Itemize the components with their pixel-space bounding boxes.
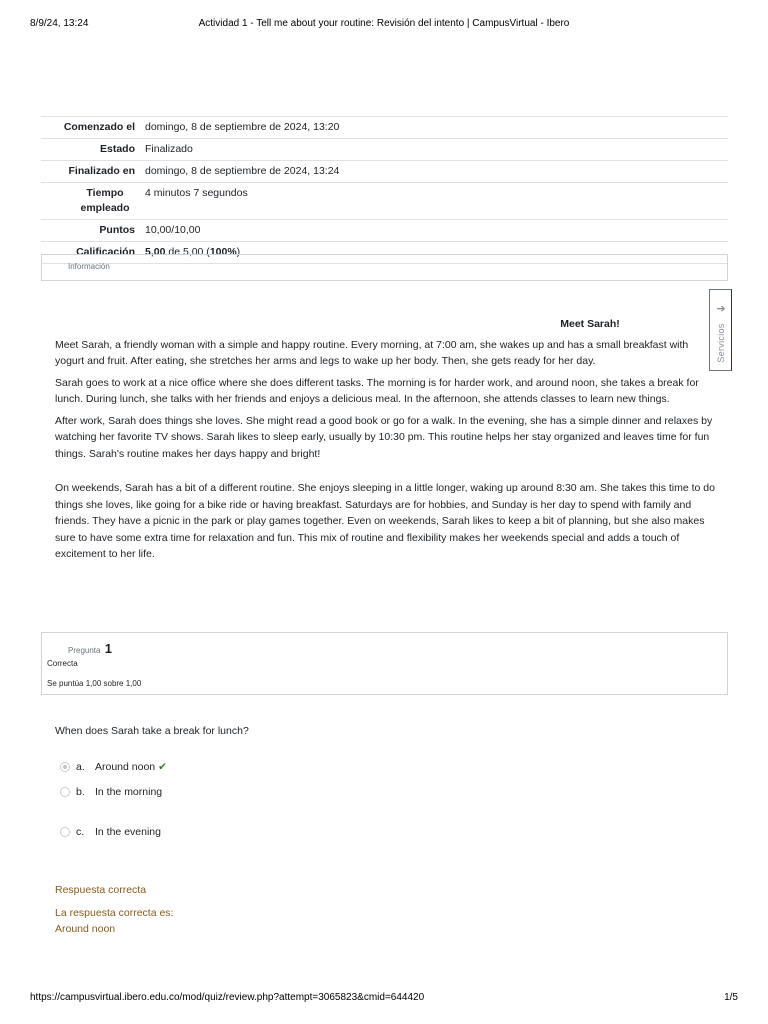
- feedback-status: Respuesta correcta: [55, 884, 147, 896]
- radio-button[interactable]: [60, 762, 70, 772]
- summary-label: Calificación: [76, 246, 135, 258]
- summary-value: domingo, 8 de septiembre de 2024, 13:24: [145, 165, 340, 177]
- print-page-title: Actividad 1 - Tell me about your routine: Revisión del intento | CampusVirtual - Ibero: [198, 18, 570, 29]
- passage-paragraph: After work, Sarah does things she loves. She might read a good book or go for a walk. In the evening, she has a simple dinner and relaxes by watching her favorite TV shows. Sarah likes to sleep early, usually by 10:30 pm. This routine helps her stay organized and leaves time for fun things. Sarah's routine makes her days happy and bright!: [55, 414, 713, 460]
- question-info-box: [41, 632, 728, 695]
- reading-passage: [55, 316, 715, 568]
- answer-letter: a.: [76, 761, 85, 773]
- question-label: Pregunta: [68, 646, 101, 655]
- question-grade: Se puntúa 1,00 sobre 1,00: [47, 679, 142, 688]
- print-footer: [30, 992, 738, 1006]
- summary-row-points: [41, 220, 728, 242]
- passage-paragraph: Meet Sarah, a friendly woman with a simple and happy routine. Every morning, at 7:00 am, she wakes up and has a small breakfast with yogurt and fruit. After eating, she stretches her arms and legs to wake up her body. Then, she gets ready for her day.: [55, 338, 689, 367]
- question-state: Correcta: [47, 659, 78, 668]
- question-feedback: [55, 882, 173, 937]
- print-url: https://campusvirtual.ibero.edu.co/mod/quiz/review.php?attempt=3065823&cmid=644420: [30, 992, 425, 1003]
- question-number: 1: [104, 641, 112, 656]
- summary-label: Tiempo empleado: [80, 187, 130, 214]
- servicios-label: Servicios: [716, 323, 726, 363]
- summary-label: Estado: [99, 143, 135, 155]
- summary-label: Finalizado en: [68, 165, 135, 177]
- check-icon: ✔: [158, 761, 167, 773]
- passage-paragraph: On weekends, Sarah has a bit of a different routine. She enjoys sleeping in a little longer, waking up around 8:30 am. She takes this time to do things she loves, like going for a bike ride or having breakfast. Saturdays are for hobbies, and Sunday is her day to spend with family and friends. They have a picnic in the park or play games together. Even on weekends, Sarah likes to keep a bit of planning, but she also makes sure to have some extra time for relaxation and fun. This mix of routine and flexibility makes her weekends special and adds a touch of excitement to her life.: [55, 482, 715, 560]
- grade-percent: 100%: [209, 246, 237, 258]
- answer-letter: b.: [76, 786, 85, 798]
- summary-row-finished: [41, 161, 728, 183]
- answer-text: Around noon: [95, 761, 156, 773]
- print-datetime: 8/9/24, 13:24: [30, 18, 89, 29]
- answer-text: In the morning: [95, 786, 163, 798]
- arrow-right-icon: ➔: [716, 303, 726, 315]
- grade-of-text: de 5,00 (: [168, 246, 210, 258]
- summary-label: Comenzado el: [63, 121, 135, 133]
- summary-value: Finalizado: [145, 143, 193, 155]
- summary-row-state: [41, 139, 728, 161]
- radio-button[interactable]: [60, 827, 70, 837]
- summary-row-time-taken: [41, 183, 728, 220]
- information-label: Información: [68, 262, 110, 271]
- print-header: [30, 18, 738, 34]
- grade-close: ): [236, 246, 241, 258]
- correct-answer-label: La respuesta correcta es:: [55, 907, 174, 919]
- summary-value: domingo, 8 de septiembre de 2024, 13:20: [145, 121, 340, 133]
- grade-score: 5,00: [145, 246, 166, 258]
- summary-row-started: [41, 117, 728, 139]
- print-page-number: 1/5: [724, 992, 738, 1003]
- information-box: [41, 254, 728, 281]
- radio-button[interactable]: [60, 787, 70, 797]
- attempt-summary-table: [41, 116, 728, 264]
- answer-text: In the evening: [95, 826, 161, 838]
- passage-paragraph: Sarah goes to work at a nice office where she does different tasks. The morning is for harder work, and around noon, she takes a break for lunch. During lunch, she talks with her friends and enjoys a delicious meal. In the afternoon, she attends classes to learn new things.: [55, 376, 699, 405]
- correct-answer-value: Around noon: [55, 923, 116, 935]
- answer-letter: c.: [76, 826, 85, 838]
- summary-value: 4 minutos 7 segundos: [145, 187, 248, 199]
- summary-label: Puntos: [99, 224, 135, 236]
- summary-value: 10,00/10,00: [145, 224, 201, 236]
- question-text: When does Sarah take a break for lunch?: [55, 725, 249, 737]
- passage-title: Meet Sarah!: [560, 318, 620, 330]
